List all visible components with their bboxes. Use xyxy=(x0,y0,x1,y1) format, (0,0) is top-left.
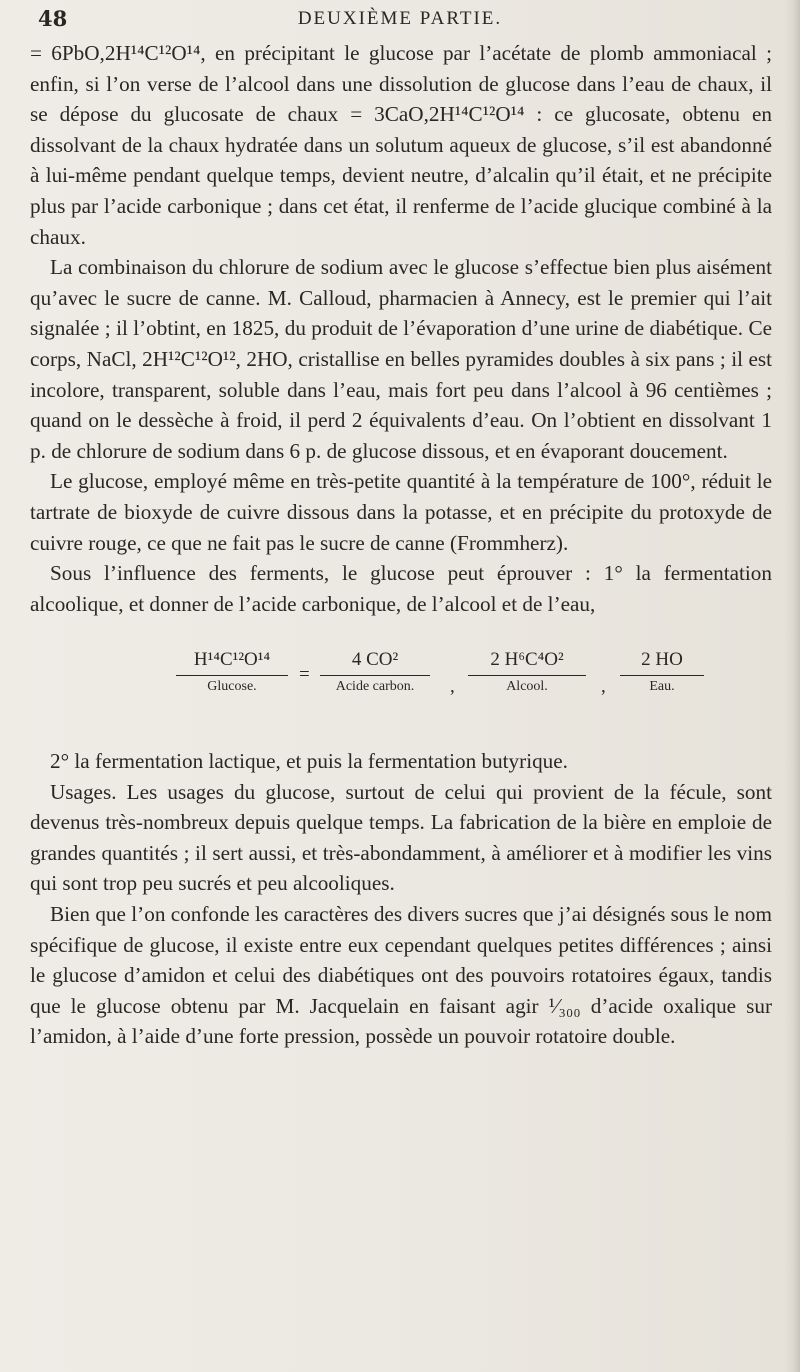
equation-formula: 2 H⁶C⁴O² xyxy=(490,649,564,670)
equation-term-alcool xyxy=(468,648,586,698)
paragraph-reduction-cuivre: Le glucose, employé même en très-petite quantité à la température de 100°, réduit le tartrate de bioxyde de cuivre dissous dans la potasse, et en précipite du protoxyde de cuivre rouge, ce que ne fait pas le sucre de canne (Frommherz). xyxy=(30,469,772,555)
paragraph-usages: Usages. Les usages du glucose, surtout de celui qui provient de la fécule, sont devenus très-nombreux depuis quelque temps. La fabrication de la bière en emploie de grandes quantités ; il sert aussi, et très-abondamment, à améliorer et à modifier les vins qui sont trop peu sucrés et peu alcooliques. xyxy=(30,779,772,896)
paragraph-glucosates: = 6PbO,2H¹⁴C¹²O¹⁴, en précipitant le glucose par l’acétate de plomb ammoniacal ; enfin, si l’on verse de l’alcool dans une dissolution de glucose dans l’eau de chaux, il se dépose du glucosate de chaux = 3CaO,2H¹⁴C¹²O¹⁴ : ce glucosate, obtenu en dissolvant de la chaux hydratée dans un solutum aqueux de glucose, s’il est abandonné à lui-même pendant quelque temps, devient neutre, d’alcalin qu’il était, et ne précipite plus par l’acide carbonique ; dans cet état, il renferme de l’acide glucique combiné à la chaux. xyxy=(30,41,772,249)
page-number: 48 xyxy=(38,6,68,31)
equation-equals-sign: = xyxy=(299,664,310,685)
equation-term-eau xyxy=(620,648,704,698)
equation-term-glucose xyxy=(176,648,288,698)
equation-caption: Eau. xyxy=(649,679,675,694)
paragraph-chlorure-de-sodium: La combinaison du chlorure de sodium avec le glucose s’effectue bien plus aisément qu’avec le sucre de canne. M. Calloud, pharmacien à Annecy, est le premier qui l’ait signalée ; il l’obtint, en 1825, du produit de l’évaporation d’une urine de diabétique. Ce corps, NaCl, 2H¹²C¹²O¹², 2HO, cristallise en belles pyramides doubles à six pans ; il est incolore, transparent, soluble dans l’eau, mais fort peu dans l’alcool à 96 centièmes ; quand on le dessèche à froid, il perd 2 équivalents d’eau. On l’obtient en dissolvant 1 p. de chlorure de sodium dans 6 p. de glucose dissous, et en évaporant doucement. xyxy=(30,255,772,463)
equation-caption: Glucose. xyxy=(207,679,257,694)
paragraph-fermentation: Sous l’influence des ferments, le glucose peut éprouver : 1° la fermentation alcoolique, et donner de l’acide carbonique, de l’alcool et de l’eau, xyxy=(30,561,772,616)
equation-comma: , xyxy=(601,676,606,697)
equation-formula: H¹⁴C¹²O¹⁴ xyxy=(193,649,271,670)
paragraph-fermentation-lactique: 2° la fermentation lactique, et puis la fermentation butyrique. xyxy=(50,749,568,773)
fermentation-equation xyxy=(0,648,800,712)
equation-caption: Alcool. xyxy=(506,679,548,694)
equation-formula: 4 CO² xyxy=(351,649,399,670)
equation-term-acide-carbonique xyxy=(320,648,430,698)
text-block-upper xyxy=(30,38,772,619)
equation-caption: Acide carbon. xyxy=(335,679,415,694)
text-block-lower xyxy=(30,746,772,1052)
page-header xyxy=(0,6,800,36)
running-title: DEUXIÈME PARTIE. xyxy=(297,8,503,29)
equation-comma: , xyxy=(450,676,455,697)
paragraph-pouvoirs-rotatoires: Bien que l’on confonde les caractères des divers sucres que j’ai désignés sous le nom spécifique de glucose, il existe entre eux cependant quelques petites différences ; ainsi le glucose d’amidon et celui des diabétiques ont des pouvoirs rotatoires égaux, tandis que le glucose obtenu par M. Jacquelain en faisant agir ¹⁄₃₀₀ d’acide oxalique sur l’amidon, à l’aide d’une forte pression, possède un pouvoir rotatoire double. xyxy=(30,901,772,1049)
equation-formula: 2 HO xyxy=(641,649,683,670)
